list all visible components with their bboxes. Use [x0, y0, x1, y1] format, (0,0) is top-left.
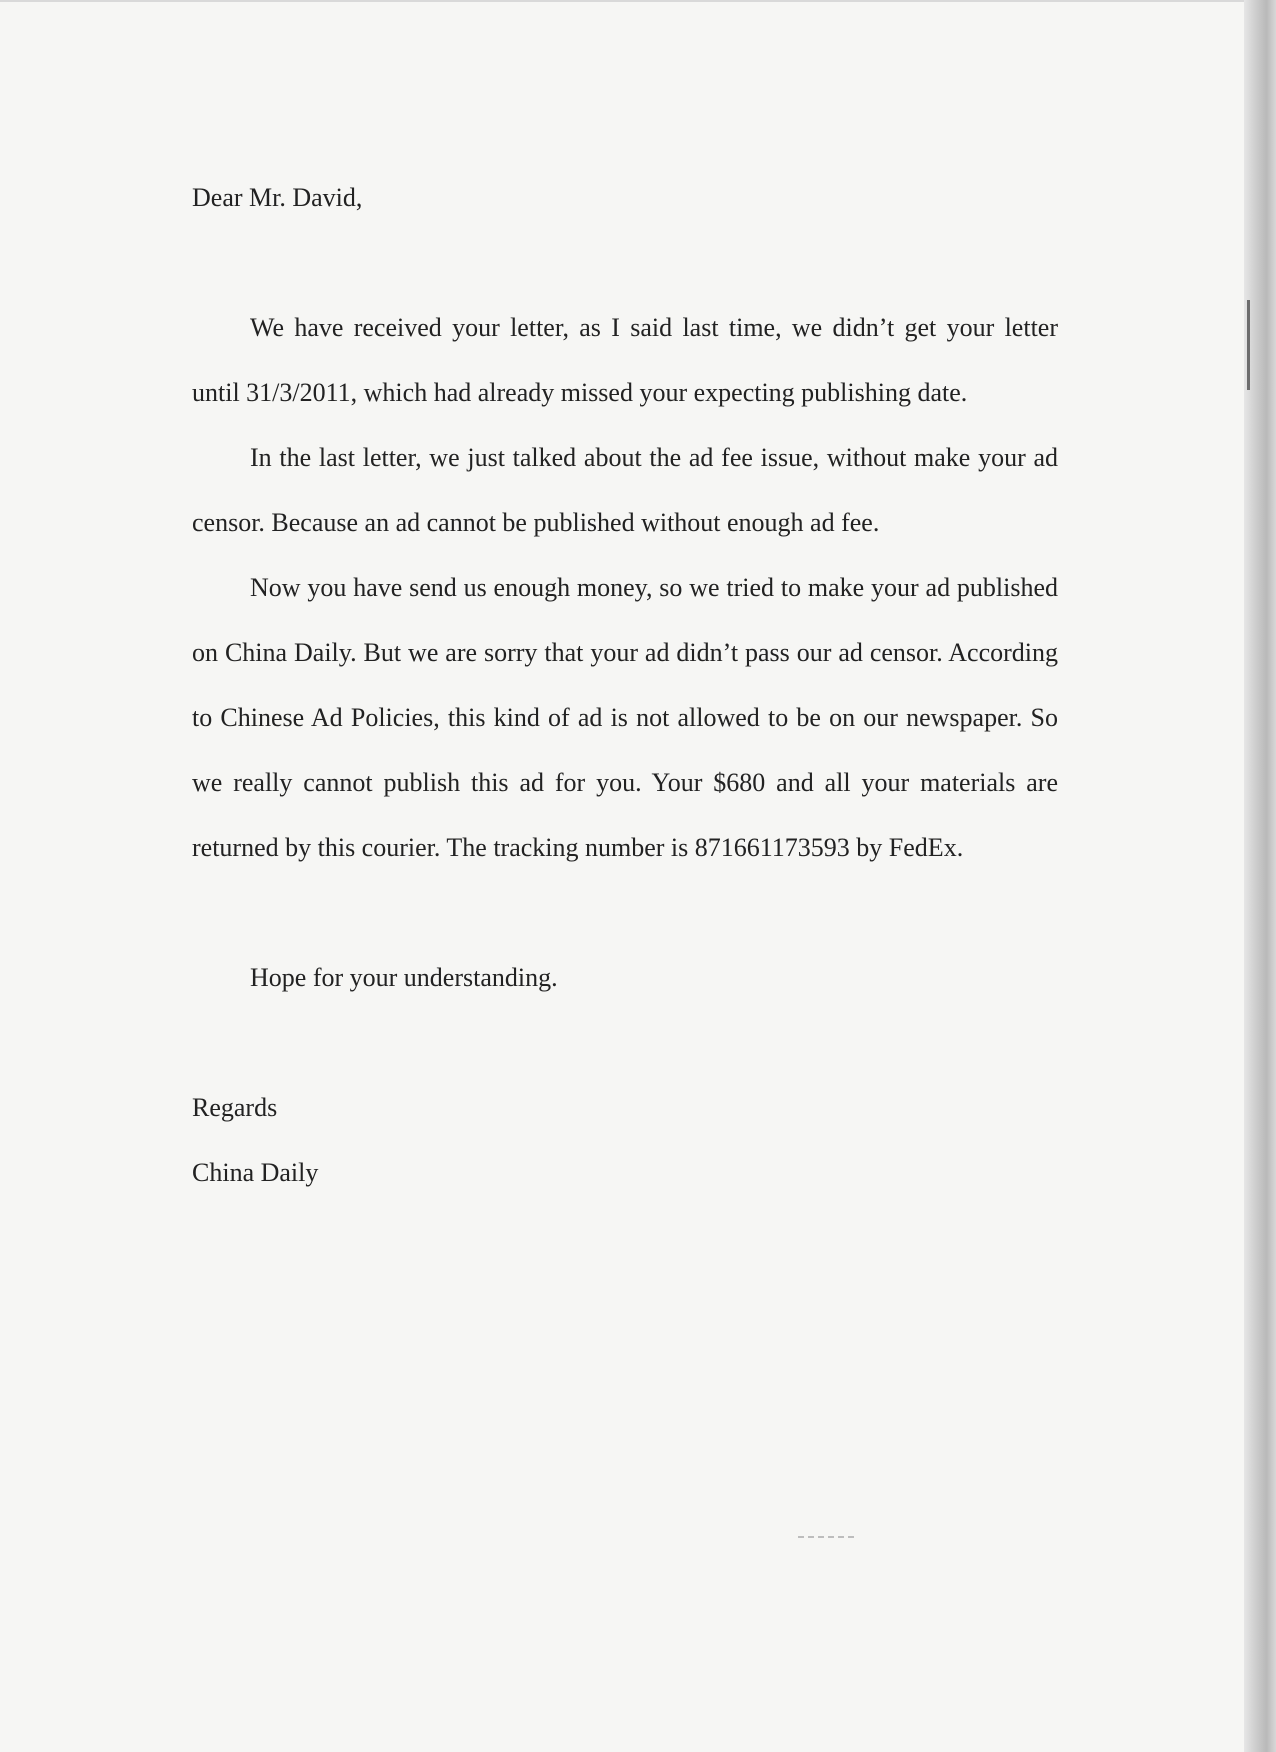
salutation: Dear Mr. David,	[192, 183, 363, 212]
paragraph-1: We have received your letter, as I said last time, we didn’t get your letter until 31/3/2011, which had already missed your expecting publishing date.	[192, 313, 1058, 407]
sign-off: Regards	[192, 1093, 278, 1122]
scanner-edge-shadow	[1244, 0, 1276, 1752]
paragraph-2: In the last letter, we just talked about the ad fee issue, without make your ad censor. Because an ad cannot be published without enough ad fee.	[192, 443, 1058, 537]
closing-line: Hope for your understanding.	[250, 963, 558, 992]
sender-name: China Daily	[192, 1158, 319, 1187]
letter-body	[192, 165, 1058, 1205]
scanner-edge-mark	[1247, 300, 1250, 390]
page-top-edge	[0, 0, 1244, 2]
scan-smudge	[798, 1536, 854, 1538]
paragraph-3: Now you have send us enough money, so we tried to make your ad published on China Daily. But we are sorry that your ad didn’t pass our ad censor. According to Chinese Ad Policies, this kind of ad is not allowed to be on our newspaper. So we really cannot publish this ad for you. Your $680 and all your materials are returned by this courier. The tracking number is 871661173593 by FedEx.	[192, 573, 1058, 862]
